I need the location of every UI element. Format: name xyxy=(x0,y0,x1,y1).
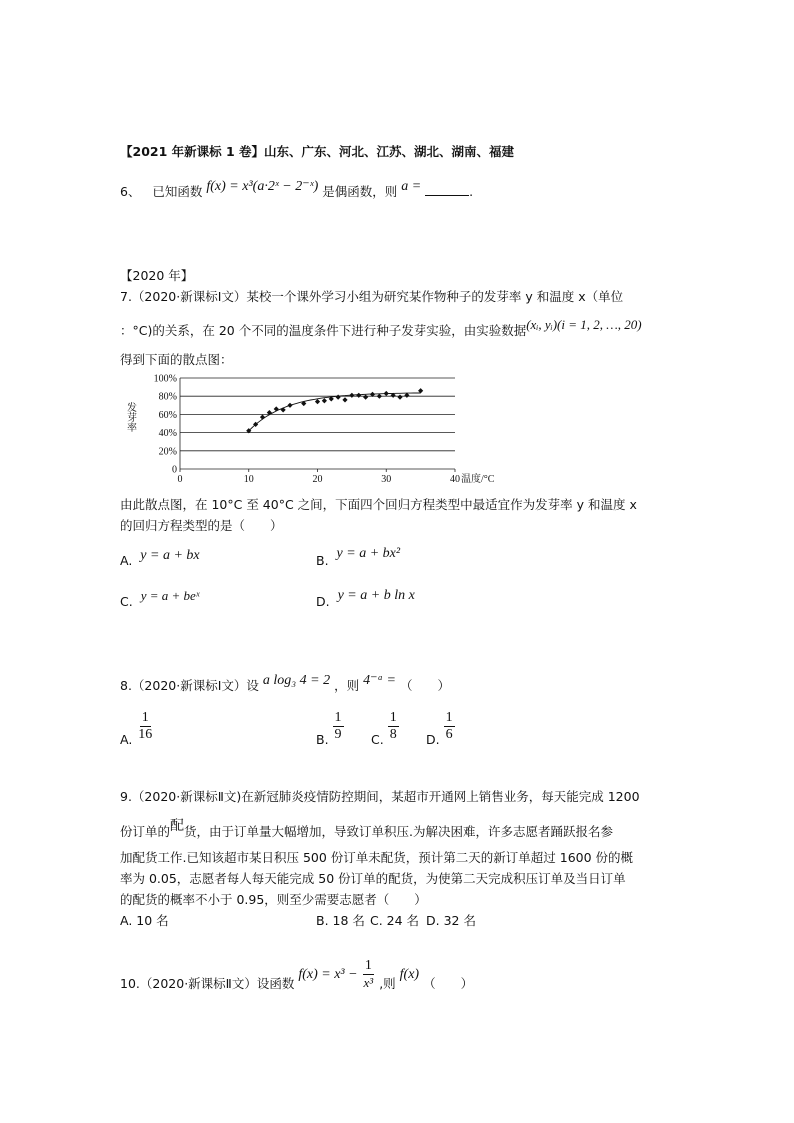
option-label: A. xyxy=(120,553,133,568)
data-point xyxy=(260,415,265,420)
y-tick-label: 60% xyxy=(158,409,177,421)
y-tick-labels xyxy=(154,374,177,476)
y-tick-label: 100% xyxy=(153,373,177,385)
q8-option-c[interactable] xyxy=(371,710,399,747)
option-label: C. xyxy=(120,594,133,609)
q7-line4: 由此散点图，在 10°C 至 40°C 之间，下面四个回归方程类型中最适宜作为发芽率 y 和温度 x xyxy=(120,497,637,512)
data-point xyxy=(315,399,320,404)
data-point xyxy=(336,395,341,400)
y-tick-label: 0 xyxy=(172,464,177,476)
q6-header: 【2021 年新课标 1 卷】山东、广东、河北、江苏、湖北、湖南、福建 xyxy=(120,144,515,159)
q8-option-d[interactable] xyxy=(426,710,455,747)
q10-fraction xyxy=(362,958,376,991)
q8-option-a[interactable] xyxy=(120,710,154,747)
q7-option-a[interactable] xyxy=(120,547,200,568)
q9-line3: 加配货工作.已知该超市某日积压 500 份订单未配货，预计第二天的新订单超过 1600 份的概 xyxy=(120,850,634,865)
q7-option-b[interactable] xyxy=(316,545,401,568)
q9-option-a[interactable]: A. 10 名 xyxy=(120,913,169,928)
x-tick-label: 40 xyxy=(450,474,460,485)
option-label: C. xyxy=(371,732,384,747)
q9-line2 xyxy=(120,815,613,839)
option-label: B. xyxy=(316,732,329,747)
q10-then: ,则 xyxy=(379,976,396,991)
data-point xyxy=(322,398,327,403)
q8-expr: a log₃ 4 = 2 xyxy=(262,673,331,688)
data-point xyxy=(287,403,292,408)
y-tick-label: 40% xyxy=(158,428,177,440)
data-point xyxy=(397,395,402,400)
q9-option-d[interactable]: D. 32 名 xyxy=(426,913,476,928)
q9-line5: 的配货的概率不小于 0.95，则至少需要志愿者（ ） xyxy=(120,892,427,907)
q10-stem: 10.（2020·新课标Ⅱ文）设函数 xyxy=(120,976,295,991)
q6-mid: 是偶函数，则 xyxy=(322,184,398,199)
denominator: x³ xyxy=(363,975,374,990)
x-tick-label: 20 xyxy=(312,474,323,485)
q8-stem: 8.（2020·新课标Ⅰ文）设 xyxy=(120,678,259,693)
q8-line xyxy=(120,670,451,693)
numerator: 1 xyxy=(334,710,342,725)
x-tick-label: 30 xyxy=(381,474,392,485)
q7-option-d[interactable] xyxy=(316,587,415,609)
q7-line3: 得到下面的散点图： xyxy=(120,352,233,367)
q9-line2c: 货，由于订单量大幅增加，导致订单积压.为解决困难，许多志愿者踊跃报名参 xyxy=(184,824,613,839)
option-label: B. xyxy=(316,553,329,568)
q10-paren: （ ） xyxy=(423,976,474,991)
option-fraction xyxy=(136,710,154,743)
data-points xyxy=(246,388,423,433)
denominator: 8 xyxy=(389,727,397,742)
chart-gridlines xyxy=(180,378,455,472)
trend-curve xyxy=(249,393,421,431)
y-tick-label: 80% xyxy=(158,391,177,403)
data-point xyxy=(384,391,389,396)
q10-lhs: f(x) = x³ − xyxy=(298,967,358,982)
year-2020-header: 【2020 年】 xyxy=(120,268,194,283)
option-expr: y = a + bx² xyxy=(336,546,401,561)
x-tick-label: 10 xyxy=(243,474,254,485)
y-tick-label: 20% xyxy=(158,446,177,458)
denominator: 16 xyxy=(138,727,153,742)
q7-line1: 7.（2020·新课标Ⅰ文）某校一个课外学习小组为研究某作物种子的发芽率 y 和温度 x（单位 xyxy=(120,289,624,304)
scatter-chart xyxy=(115,370,495,486)
q9-line4: 率为 0.05，志愿者每人每天能完成 50 份订单的配货，为使第二天完成积压订单及当日订单 xyxy=(120,871,626,886)
option-fraction xyxy=(444,710,455,743)
option-fraction xyxy=(333,710,344,743)
x-axis-label: 温度/°C xyxy=(461,474,495,485)
denominator: 6 xyxy=(445,727,453,742)
q6-function: f(x) = x³(a·2ˣ − 2⁻ˣ) xyxy=(206,179,319,194)
option-expr: y = a + bx xyxy=(140,548,200,563)
numerator: 1 xyxy=(389,710,397,725)
numerator: 1 xyxy=(364,958,372,973)
q6-lead: 已知函数 xyxy=(152,184,203,199)
q10-fx: f(x) xyxy=(399,967,420,982)
q9-line2a: 份订单的 xyxy=(120,824,171,839)
x-tick-label: 0 xyxy=(177,474,183,485)
numerator: 1 xyxy=(141,710,149,725)
q8-paren: （ ） xyxy=(400,678,451,693)
option-label: D. xyxy=(426,732,440,747)
q6-answer-blank[interactable] xyxy=(425,185,469,196)
q7-data-expr: (xᵢ, yᵢ)(i = 1, 2, …, 20) xyxy=(526,317,642,332)
q8-option-b[interactable] xyxy=(316,710,344,747)
q10-line xyxy=(120,958,473,991)
data-point xyxy=(281,407,286,412)
data-point xyxy=(377,394,382,399)
q7-line2-text: ：°C)的关系，在 20 个不同的温度条件下进行种子发芽实验，由实验数据 xyxy=(120,323,527,338)
x-tick-labels xyxy=(178,474,461,485)
option-expr: y = a + b ln x xyxy=(337,588,415,603)
q7-line2 xyxy=(120,317,642,339)
option-label: D. xyxy=(316,594,330,609)
q6-number: 6、 xyxy=(120,184,141,199)
option-fraction xyxy=(388,710,399,743)
q6-end: . xyxy=(469,184,474,199)
numerator: 1 xyxy=(445,710,453,725)
q9-line2b: 配 xyxy=(170,818,185,834)
q6-line xyxy=(120,179,474,201)
option-label: A. xyxy=(120,732,133,747)
q9-option-b[interactable]: B. 18 名 xyxy=(316,913,365,928)
data-point xyxy=(349,393,354,398)
denominator: 9 xyxy=(334,727,342,742)
q8-ask: 4⁻ᵃ = xyxy=(363,673,397,688)
data-point xyxy=(356,393,361,398)
data-point xyxy=(342,397,347,402)
q7-option-c[interactable] xyxy=(120,588,200,609)
q9-option-c[interactable]: C. 24 名 xyxy=(370,913,420,928)
data-point xyxy=(274,406,279,411)
q9-line1: 9.（2020·新课标Ⅱ文)在新冠肺炎疫情防控期间，某超市开通网上销售业务，每天能完成 1200 xyxy=(120,789,640,804)
data-point xyxy=(363,395,368,400)
option-expr: y = a + beˣ xyxy=(140,588,200,603)
q8-then: ，则 xyxy=(334,678,360,693)
q7-line5: 的回归方程类型的是（ ） xyxy=(120,518,283,533)
y-axis-label: 发芽率 xyxy=(124,402,136,432)
q6-var: a = xyxy=(401,179,422,194)
